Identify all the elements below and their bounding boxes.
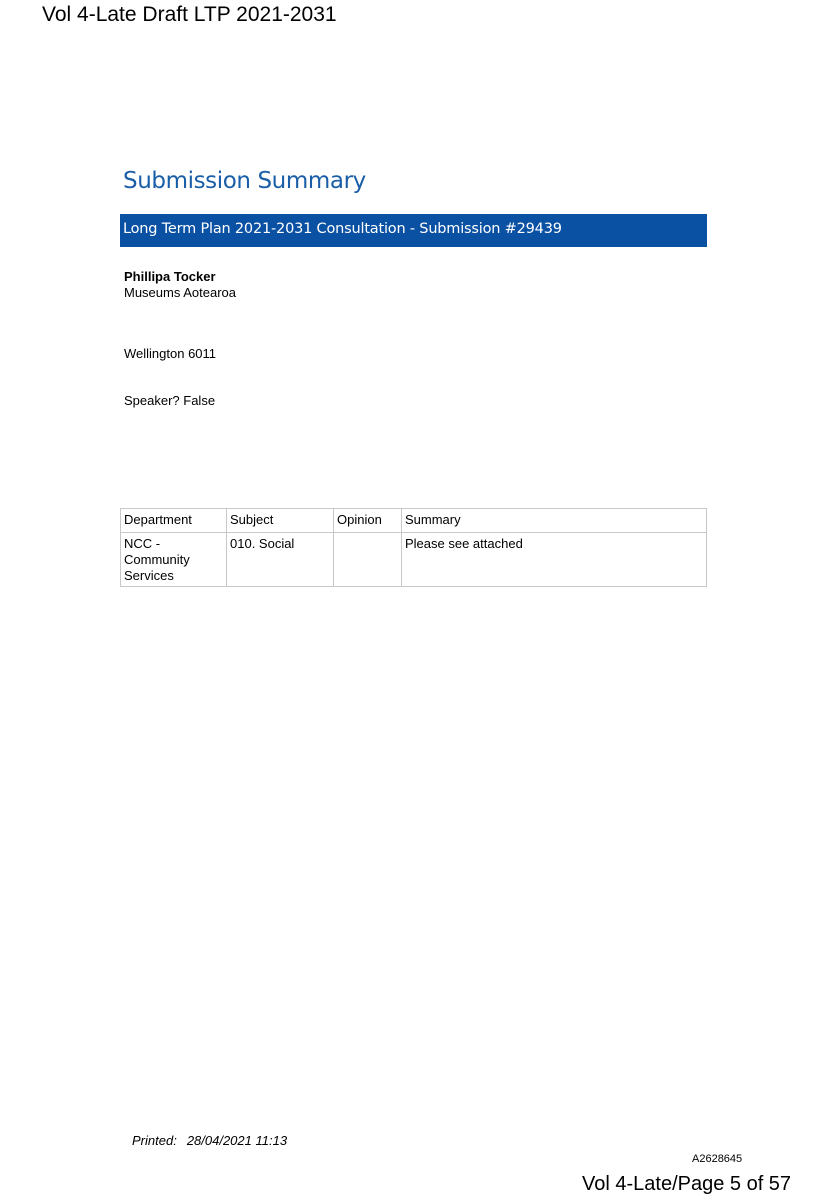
cell-subject: 010. Social (227, 533, 334, 587)
submission-banner (120, 214, 707, 247)
submission-banner-text: Long Term Plan 2021-2031 Consultation - Submission #29439 (123, 221, 562, 237)
cell-summary: Please see attached (402, 533, 707, 587)
column-header-opinion: Opinion (334, 509, 402, 533)
submission-table (120, 508, 707, 587)
printed-timestamp (132, 1133, 287, 1149)
cell-opinion (334, 533, 402, 587)
submitter-name: Phillipa Tocker (124, 269, 216, 284)
submitter-block (124, 269, 236, 301)
column-header-department: Department (121, 509, 227, 533)
page-title: Submission Summary (123, 168, 366, 194)
printed-label: Printed: (132, 1133, 177, 1148)
volume-header: Vol 4-Late Draft LTP 2021-2031 (42, 3, 337, 26)
document-reference: A2628645 (692, 1153, 743, 1165)
table-header-row (121, 509, 707, 533)
submitter-city: Wellington 6011 (124, 346, 217, 361)
column-header-summary: Summary (402, 509, 707, 533)
submitter-organisation: Museums Aotearoa (124, 285, 237, 300)
table-row (121, 533, 707, 587)
column-header-subject: Subject (227, 509, 334, 533)
speaker-status: Speaker? False (124, 393, 216, 408)
page-number-footer: Vol 4-Late/Page 5 of 57 (582, 1173, 792, 1195)
printed-value: 28/04/2021 11:13 (186, 1133, 288, 1148)
cell-department: NCC - Community Services (121, 533, 227, 587)
